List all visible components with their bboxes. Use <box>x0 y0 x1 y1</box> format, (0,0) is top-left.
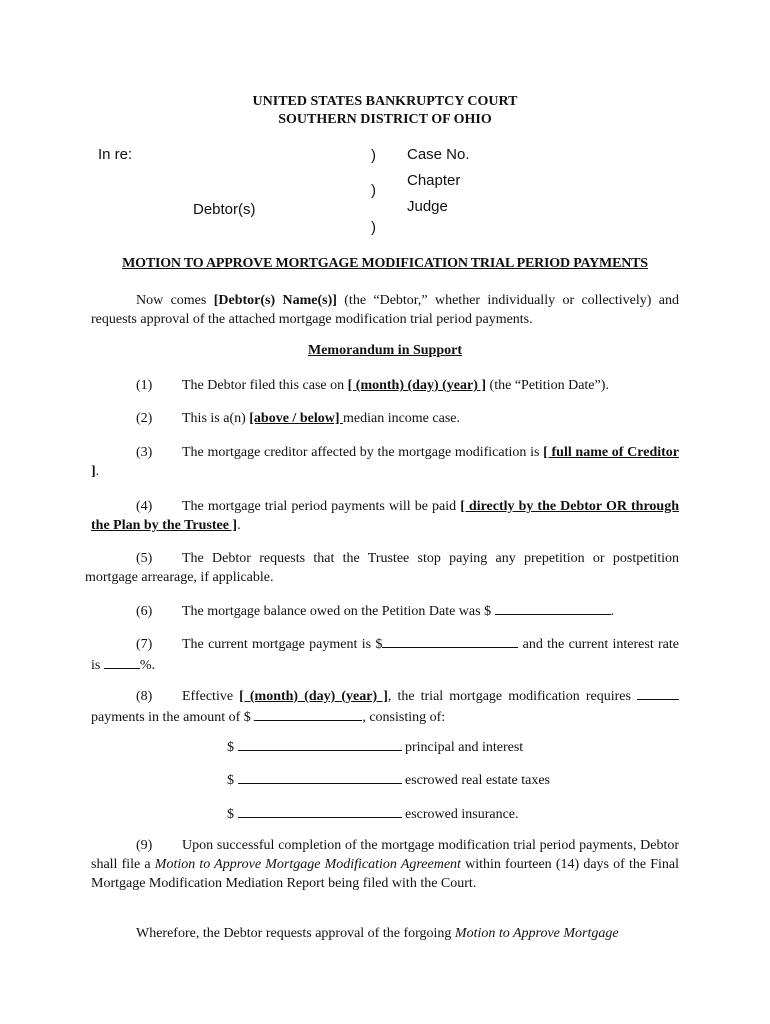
memorandum-heading: Memorandum in Support <box>307 343 463 358</box>
document-title: MOTION TO APPROVE MORTGAGE MODIFICATION TRIAL PERIOD PAYMENTS <box>122 256 648 271</box>
chapter-label: Chapter <box>407 172 461 189</box>
in-re-label: In re: <box>98 146 133 163</box>
principal-blank[interactable] <box>238 736 402 751</box>
insurance-line: $ escrowed insurance. <box>227 803 519 823</box>
paragraph-8: (8) Effective [ (month) (day) (year) ], the trial mortgage modification requires payments in the amount of $ , consisting of: <box>91 685 679 727</box>
judge-label: Judge <box>407 198 448 215</box>
court-name: UNITED STATES BANKRUPTCY COURT <box>252 94 518 109</box>
principal-line: $ principal and interest <box>227 736 523 756</box>
paragraph-4: (4) The mortgage trial period payments will be paid [ directly by the Debtor OR through the Plan by the Trustee ]. <box>91 499 679 533</box>
intro-paragraph: Now comes [Debtor(s) Name(s)] (the “Debtor,” whether individually or collectively) and requests approval of the attached mortgage modification trial period payments. <box>91 293 679 327</box>
court-district: SOUTHERN DISTRICT OF OHIO <box>278 112 492 127</box>
paragraph-5: (5) The Debtor requests that the Trustee stop paying any prepetition or postpetition mortgage arrearage, if applicable. <box>85 551 679 585</box>
taxes-blank[interactable] <box>238 769 402 784</box>
interest-rate-blank[interactable] <box>104 654 140 669</box>
payment-amount-blank[interactable] <box>254 706 362 721</box>
caption-paren: ) <box>371 182 376 199</box>
paragraph-2: (2) This is a(n) [above / below] median income case. <box>136 411 460 426</box>
insurance-blank[interactable] <box>238 803 402 818</box>
caption-paren: ) <box>371 147 376 164</box>
paragraph-3: (3) The mortgage creditor affected by the mortgage modification is [ full name of Creditor ]. <box>91 445 679 479</box>
current-payment-blank[interactable] <box>382 633 518 648</box>
debtors-label: Debtor(s) <box>193 201 256 218</box>
paragraph-6: (6) The mortgage balance owed on the Petition Date was $ . <box>91 600 679 621</box>
payment-count-blank[interactable] <box>637 685 679 700</box>
paragraph-1: (1) The Debtor filed this case on [ (month) (day) (year) ] (the “Petition Date”). <box>136 378 609 393</box>
taxes-line: $ escrowed real estate taxes <box>227 769 550 789</box>
caption-paren: ) <box>371 219 376 236</box>
case-no-label: Case No. <box>407 146 470 163</box>
paragraph-9: (9) Upon successful completion of the mortgage modification trial period payments, Debtor shall file a Motion to Approve Mortgage Modification Agreement within fourteen (14) days of the Final Mortgage Modification Mediation Report being filed with the Court. <box>91 838 679 891</box>
wherefore-paragraph: Wherefore, the Debtor requests approval of the forgoing Motion to Approve Mortgage <box>136 926 619 941</box>
paragraph-7: (7) The current mortgage payment is $ and the current interest rate is %. <box>91 633 679 675</box>
mortgage-balance-blank[interactable] <box>495 600 611 615</box>
